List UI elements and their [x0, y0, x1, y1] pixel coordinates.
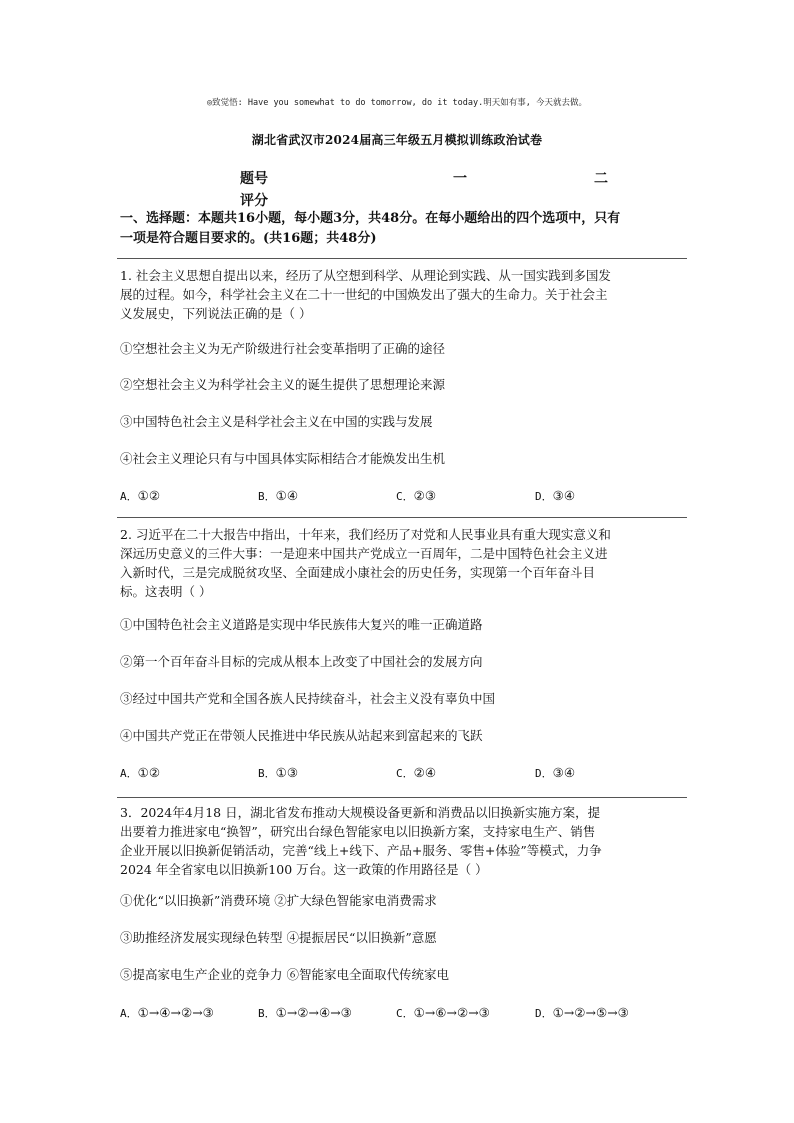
choice-value: ①→④→②→③: [137, 1005, 214, 1020]
choice-label: A．: [120, 1007, 138, 1020]
question-2-statement-2: ②第一个百年奋斗目标的完成从根本上改变了中国社会的发展方向: [120, 654, 483, 669]
choice-label: D．: [535, 767, 553, 780]
section-header-line-2: 一项是符合题目要求的。(共16题；共48分): [120, 231, 377, 246]
question-1-choice-a[interactable]: [120, 488, 160, 505]
choice-label: B．: [258, 767, 276, 780]
stem-line: 入新时代，三是完成脱贫攻坚、全面建成小康社会的历史任务，实现第一个百年奋斗目: [120, 565, 596, 580]
choice-value: ①③: [275, 765, 299, 780]
choice-label: C．: [396, 767, 414, 780]
question-3-statement-row-1: ①优化“以旧换新”消费环境 ②扩大绿色智能家电消费需求: [120, 893, 437, 908]
choice-label: C．: [396, 1007, 414, 1020]
stem-line: 1. 社会主义思想自提出以来，经历了从空想到科学、从理论到实践、从一国实践到多国发: [120, 268, 611, 283]
score-table-col-1: 一: [453, 171, 467, 187]
score-table-row-label: 题号: [240, 171, 268, 187]
score-table: [240, 166, 640, 210]
question-1-statement-1: ①空想社会主义为无产阶级进行社会变革指明了正确的途径: [120, 341, 446, 356]
stem-line: 深远历史意义的三件大事：一是迎来中国共产党成立一百周年，二是中国特色社会主义进: [120, 546, 608, 561]
choice-label: B．: [258, 490, 276, 503]
score-table-score-label: 评分: [240, 193, 268, 209]
question-1-statement-3: ③中国特色社会主义是科学社会主义在中国的实践与发展: [120, 414, 433, 429]
page-motto: ◎致觉悟: Have you somewhat to do tomorrow, do it today.明天如有事, 今天就去做。: [207, 98, 587, 108]
stem-line: 企业开展以旧换新促销活动，完善“线上+线下、产品+服务、零售+体验”等模式，力争: [120, 843, 602, 858]
stem-line: 义发展史，下列说法正确的是（ ）: [120, 306, 312, 321]
question-2-stem: [120, 525, 680, 601]
question-1-choice-d[interactable]: [535, 488, 575, 505]
question-2-choice-b[interactable]: [258, 765, 298, 782]
question-2-statement-3: ③经过中国共产党和全国各族人民持续奋斗，社会主义没有辜负中国: [120, 691, 496, 706]
question-1-statement-4: ④社会主义理论只有与中国具体实际相结合才能焕发出生机: [120, 451, 446, 466]
score-table-col-2: 二: [594, 171, 608, 187]
section-header: [120, 209, 680, 249]
question-2-statement-1: ①中国特色社会主义道路是实现中华民族伟大复兴的唯一正确道路: [120, 617, 483, 632]
choice-value: ①②: [137, 488, 161, 503]
divider: [117, 258, 687, 259]
choice-label: B．: [258, 1007, 276, 1020]
question-1-choice-b[interactable]: [258, 488, 298, 505]
choice-value: ②③: [413, 488, 437, 503]
choice-value: ②④: [413, 765, 437, 780]
section-header-line-1: 一、选择题：本题共16小题，每小题3分，共48分。在每小题给出的四个选项中，只有: [120, 211, 621, 226]
question-3-choice-a[interactable]: [120, 1005, 214, 1022]
choice-value: ①②: [137, 765, 161, 780]
choice-label: D．: [535, 490, 553, 503]
divider: [117, 517, 687, 518]
choice-value: ③④: [552, 765, 576, 780]
stem-line: 展的过程。如今，科学社会主义在二十一世纪的中国焕发出了强大的生命力。关于社会主: [120, 287, 608, 302]
choice-label: D．: [535, 1007, 553, 1020]
question-3-choice-b[interactable]: [258, 1005, 352, 1022]
choice-value: ①④: [275, 488, 299, 503]
question-1-choice-c[interactable]: [396, 488, 436, 505]
question-3-choice-d[interactable]: [535, 1005, 629, 1022]
question-1-stem: [120, 266, 680, 323]
question-2-statement-4: ④中国共产党正在带领人民推进中华民族从站起来到富起来的飞跃: [120, 728, 483, 743]
question-3-stem: [120, 803, 680, 879]
exam-title: 湖北省武汉市2024届高三年级五月模拟训练政治试卷: [251, 133, 543, 147]
stem-line: 标。这表明（ ）: [120, 584, 212, 599]
stem-line: 2024 年全省家电以旧换新100 万台。这一政策的作用路径是（ ）: [120, 862, 488, 877]
question-2-choice-a[interactable]: [120, 765, 160, 782]
stem-line: 出要着力推进家电“换智”，研究出台绿色智能家电以旧换新方案，支持家电生产、销售: [120, 824, 596, 839]
question-3-choice-c[interactable]: [396, 1005, 490, 1022]
divider: [117, 797, 687, 798]
choice-label: C．: [396, 490, 414, 503]
choice-value: ③④: [552, 488, 576, 503]
choice-value: ①→②→④→③: [275, 1005, 352, 1020]
stem-line: 3．2024年4月18 日，湖北省发布推动大规模设备更新和消费品以旧换新实施方案，提: [120, 805, 601, 820]
question-2-choice-c[interactable]: [396, 765, 436, 782]
choice-label: A．: [120, 490, 138, 503]
choice-value: ①→⑥→②→③: [413, 1005, 490, 1020]
question-1-statement-2: ②空想社会主义为科学社会主义的诞生提供了思想理论来源: [120, 377, 446, 392]
stem-line: 2. 习近平在二十大报告中指出，十年来，我们经历了对党和人民事业具有重大现实意义和: [120, 527, 611, 542]
choice-label: A．: [120, 767, 138, 780]
question-3-statement-row-3: ⑤提高家电生产企业的竞争力 ⑥智能家电全面取代传统家电: [120, 967, 449, 982]
question-3-statement-row-2: ③助推经济发展实现绿色转型 ④提振居民“以旧换新”意愿: [120, 930, 437, 945]
question-2-choice-d[interactable]: [535, 765, 575, 782]
choice-value: ①→②→⑤→③: [552, 1005, 629, 1020]
